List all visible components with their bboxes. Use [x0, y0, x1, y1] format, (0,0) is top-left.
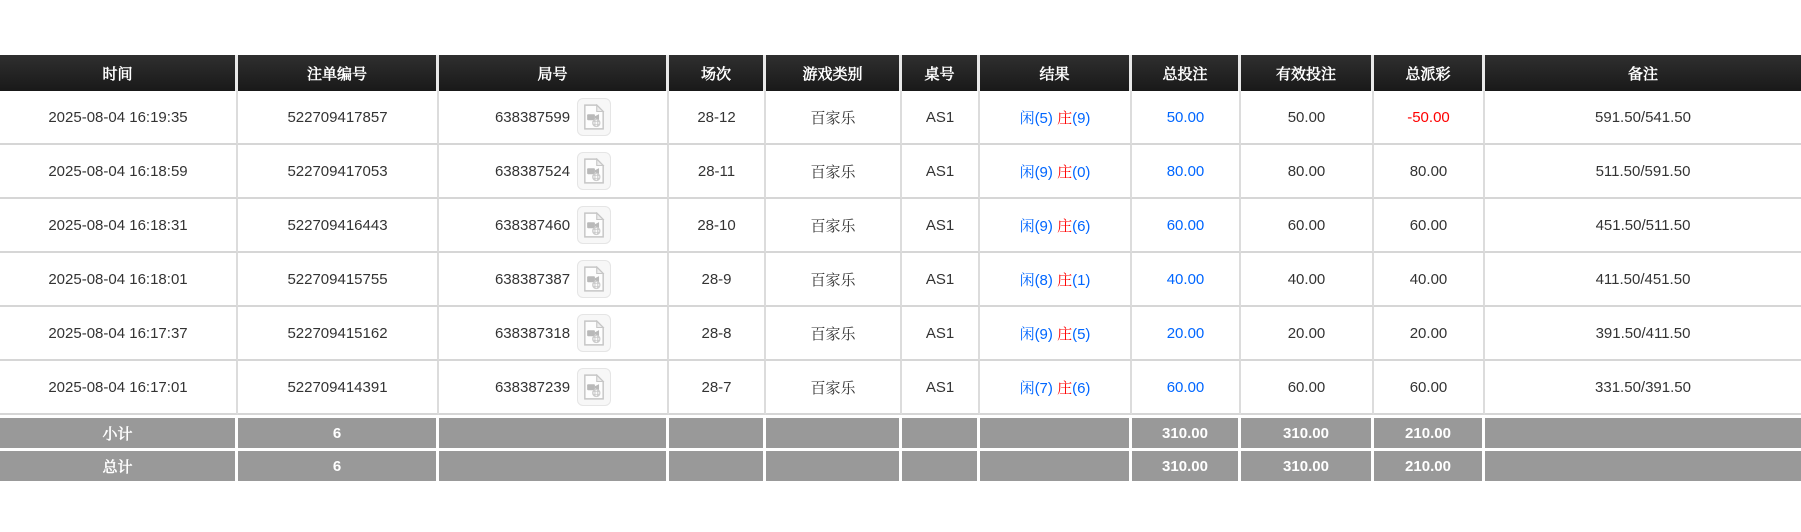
cell-table-no: AS1 — [902, 253, 980, 307]
cell-table-no: AS1 — [902, 361, 980, 415]
col-header-round: 局号 — [439, 55, 669, 91]
grand-total-label: 总计 — [0, 448, 238, 481]
result-banker-score: (9) — [1072, 109, 1091, 127]
video-replay-button[interactable] — [577, 98, 611, 136]
result-banker: 庄 — [1057, 325, 1073, 343]
result-banker: 庄 — [1057, 109, 1073, 127]
cell-game-type: 百家乐 — [766, 253, 902, 307]
cell-table-no: AS1 — [902, 145, 980, 199]
cell-round — [439, 145, 669, 199]
cell-remark: 451.50/511.50 — [1485, 199, 1801, 253]
grand-total-empty-cell — [669, 448, 766, 481]
cell-remark: 411.50/451.50 — [1485, 253, 1801, 307]
cell-game-type: 百家乐 — [766, 199, 902, 253]
result-banker-score: (0) — [1072, 163, 1091, 181]
cell-time: 2025-08-04 16:17:01 — [0, 361, 238, 415]
cell-result — [980, 253, 1132, 307]
col-header-session: 场次 — [669, 55, 766, 91]
col-header-result: 结果 — [980, 55, 1132, 91]
subtotal-empty-cell — [902, 415, 980, 448]
result-player: 闲(5) — [1019, 109, 1053, 127]
col-header-table-no: 桌号 — [902, 55, 980, 91]
grand-total-payout: 210.00 — [1374, 448, 1485, 481]
cell-bet-id: 522709414391 — [238, 361, 439, 415]
cell-payout: 60.00 — [1374, 199, 1485, 253]
video-replay-button[interactable] — [577, 260, 611, 298]
video-file-icon — [583, 104, 605, 130]
grand-total-empty-cell — [980, 448, 1132, 481]
cell-payout: 40.00 — [1374, 253, 1485, 307]
cell-round — [439, 199, 669, 253]
round-number: 638387599 — [494, 108, 571, 126]
table-footer — [0, 415, 1801, 481]
round-number: 638387318 — [494, 324, 571, 342]
cell-total-bet: 60.00 — [1132, 199, 1241, 253]
cell-game-type: 百家乐 — [766, 307, 902, 361]
result-banker: 庄 — [1057, 271, 1073, 289]
grand-total-empty-cell — [902, 448, 980, 481]
subtotal-count: 6 — [238, 415, 439, 448]
bet-history-panel — [0, 55, 1801, 481]
video-replay-button[interactable] — [577, 368, 611, 406]
cell-time: 2025-08-04 16:18:01 — [0, 253, 238, 307]
col-header-valid-bet: 有效投注 — [1241, 55, 1374, 91]
cell-game-type: 百家乐 — [766, 361, 902, 415]
round-number: 638387239 — [494, 378, 571, 396]
cell-session: 28-8 — [669, 307, 766, 361]
col-header-game-type: 游戏类别 — [766, 55, 902, 91]
col-header-remark: 备注 — [1485, 55, 1801, 91]
video-file-icon — [583, 320, 605, 346]
cell-total-bet: 50.00 — [1132, 91, 1241, 145]
grand-total-empty-cell — [439, 448, 669, 481]
subtotal-empty-cell — [669, 415, 766, 448]
cell-bet-id: 522709416443 — [238, 199, 439, 253]
cell-valid-bet: 80.00 — [1241, 145, 1374, 199]
round-number: 638387524 — [494, 162, 571, 180]
result-banker: 庄 — [1057, 379, 1073, 397]
table-row — [0, 307, 1801, 361]
col-header-time: 时间 — [0, 55, 238, 91]
cell-bet-id: 522709417857 — [238, 91, 439, 145]
subtotal-payout: 210.00 — [1374, 415, 1485, 448]
cell-table-no: AS1 — [902, 199, 980, 253]
result-player: 闲(9) — [1019, 325, 1053, 343]
col-header-bet-id: 注单编号 — [238, 55, 439, 91]
cell-payout: 80.00 — [1374, 145, 1485, 199]
cell-valid-bet: 50.00 — [1241, 91, 1374, 145]
cell-result — [980, 91, 1132, 145]
cell-session: 28-12 — [669, 91, 766, 145]
result-player: 闲(7) — [1019, 379, 1053, 397]
cell-time: 2025-08-04 16:18:31 — [0, 199, 238, 253]
video-replay-button[interactable] — [577, 314, 611, 352]
result-banker: 庄 — [1057, 163, 1073, 181]
cell-valid-bet: 20.00 — [1241, 307, 1374, 361]
cell-game-type: 百家乐 — [766, 145, 902, 199]
cell-payout: 60.00 — [1374, 361, 1485, 415]
cell-total-bet: 80.00 — [1132, 145, 1241, 199]
cell-valid-bet: 60.00 — [1241, 199, 1374, 253]
cell-result — [980, 145, 1132, 199]
subtotal-empty-cell — [766, 415, 902, 448]
video-file-icon — [583, 266, 605, 292]
subtotal-empty-cell — [980, 415, 1132, 448]
grand-total-empty-cell — [1485, 448, 1801, 481]
col-header-total-bet: 总投注 — [1132, 55, 1241, 91]
cell-table-no: AS1 — [902, 307, 980, 361]
bet-records-table — [0, 55, 1801, 481]
cell-total-bet: 40.00 — [1132, 253, 1241, 307]
cell-result — [980, 307, 1132, 361]
grand-total-total-bet: 310.00 — [1132, 448, 1241, 481]
result-banker-score: (1) — [1072, 271, 1091, 289]
table-body — [0, 91, 1801, 415]
video-file-icon — [583, 158, 605, 184]
subtotal-valid-bet: 310.00 — [1241, 415, 1374, 448]
cell-total-bet: 20.00 — [1132, 307, 1241, 361]
result-player: 闲(9) — [1019, 217, 1053, 235]
table-row — [0, 361, 1801, 415]
cell-payout: -50.00 — [1374, 91, 1485, 145]
grand-total-valid-bet: 310.00 — [1241, 448, 1374, 481]
result-banker: 庄 — [1057, 217, 1073, 235]
cell-time: 2025-08-04 16:19:35 — [0, 91, 238, 145]
cell-remark: 391.50/411.50 — [1485, 307, 1801, 361]
cell-result — [980, 199, 1132, 253]
result-banker-score: (5) — [1072, 325, 1091, 343]
cell-round — [439, 361, 669, 415]
cell-round — [439, 253, 669, 307]
cell-payout: 20.00 — [1374, 307, 1485, 361]
cell-time: 2025-08-04 16:17:37 — [0, 307, 238, 361]
cell-session: 28-11 — [669, 145, 766, 199]
video-file-icon — [583, 374, 605, 400]
table-header — [0, 55, 1801, 91]
result-banker-score: (6) — [1072, 379, 1091, 397]
subtotal-label: 小计 — [0, 415, 238, 448]
cell-time: 2025-08-04 16:18:59 — [0, 145, 238, 199]
cell-remark: 331.50/391.50 — [1485, 361, 1801, 415]
cell-session: 28-7 — [669, 361, 766, 415]
table-row — [0, 91, 1801, 145]
cell-bet-id: 522709415755 — [238, 253, 439, 307]
video-replay-button[interactable] — [577, 206, 611, 244]
round-number: 638387387 — [494, 270, 571, 288]
video-file-icon — [583, 212, 605, 238]
cell-valid-bet: 60.00 — [1241, 361, 1374, 415]
table-row — [0, 253, 1801, 307]
cell-session: 28-10 — [669, 199, 766, 253]
cell-valid-bet: 40.00 — [1241, 253, 1374, 307]
col-header-payout: 总派彩 — [1374, 55, 1485, 91]
video-replay-button[interactable] — [577, 152, 611, 190]
table-row — [0, 145, 1801, 199]
subtotal-total-bet: 310.00 — [1132, 415, 1241, 448]
result-player: 闲(8) — [1019, 271, 1053, 289]
grand-total-count: 6 — [238, 448, 439, 481]
cell-bet-id: 522709417053 — [238, 145, 439, 199]
header-row — [0, 55, 1801, 91]
cell-game-type: 百家乐 — [766, 91, 902, 145]
grand-total-empty-cell — [766, 448, 902, 481]
cell-round — [439, 91, 669, 145]
cell-remark: 591.50/541.50 — [1485, 91, 1801, 145]
cell-table-no: AS1 — [902, 91, 980, 145]
table-row — [0, 199, 1801, 253]
subtotal-row — [0, 415, 1801, 448]
cell-total-bet: 60.00 — [1132, 361, 1241, 415]
cell-round — [439, 307, 669, 361]
subtotal-empty-cell — [439, 415, 669, 448]
grand-total-row — [0, 448, 1801, 481]
cell-remark: 511.50/591.50 — [1485, 145, 1801, 199]
round-number: 638387460 — [494, 216, 571, 234]
cell-result — [980, 361, 1132, 415]
cell-session: 28-9 — [669, 253, 766, 307]
cell-bet-id: 522709415162 — [238, 307, 439, 361]
result-banker-score: (6) — [1072, 217, 1091, 235]
subtotal-empty-cell — [1485, 415, 1801, 448]
result-player: 闲(9) — [1019, 163, 1053, 181]
